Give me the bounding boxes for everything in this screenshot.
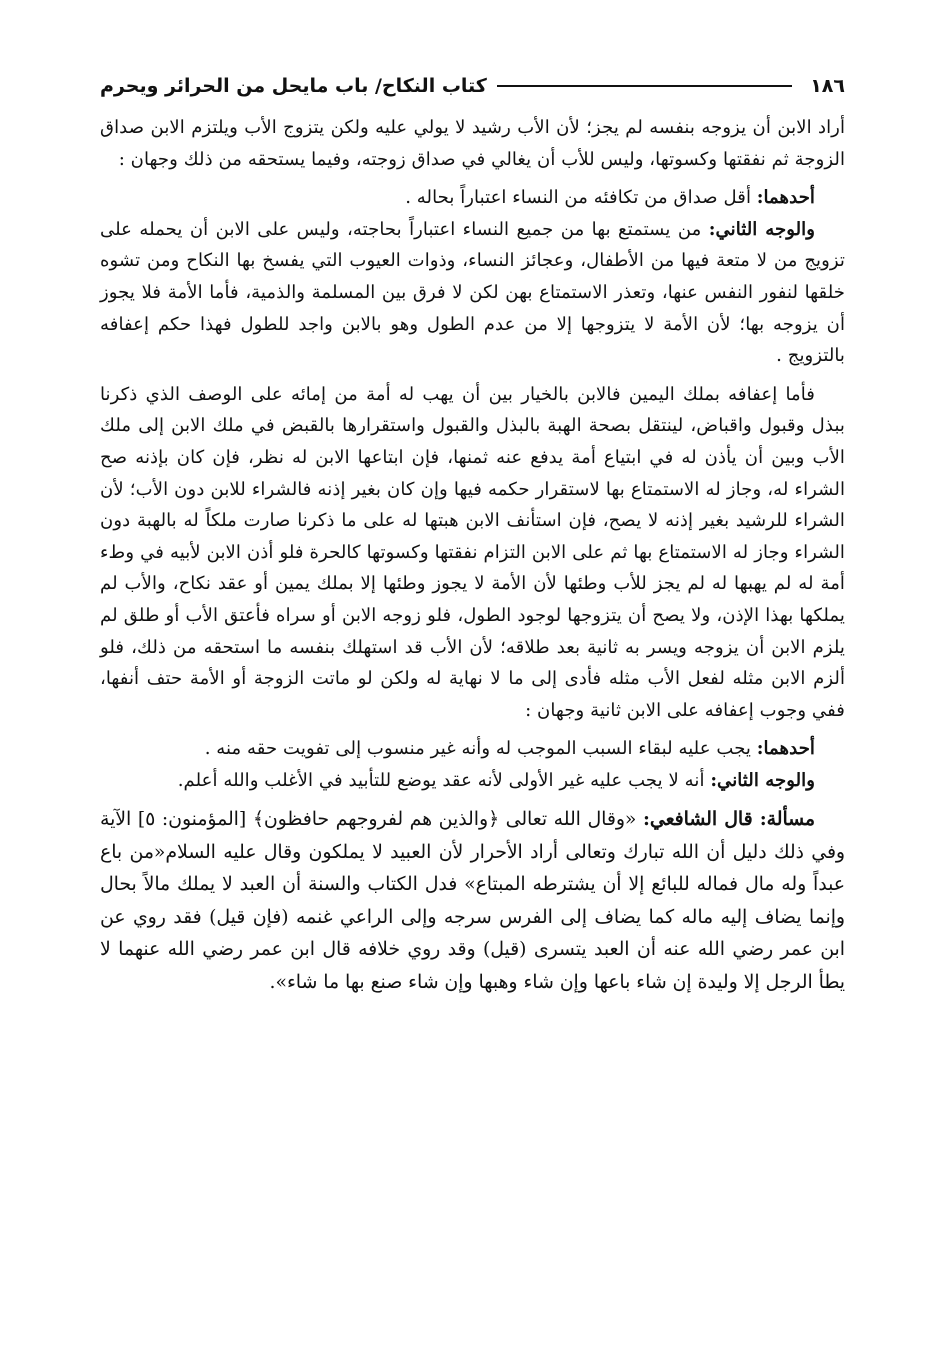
running-header xyxy=(100,68,845,104)
paragraph-3-text: من يستمتع بها من جميع النساء اعتباراً بحاجته، وليس على الابن أن يحمله على تزويج من لا متعة فيها من الأطفال، وعجائز النساء، وذوات العيوب التي يفسخ بها النكاح ومن تشوه خلقها لنفور النفس عنها، وتعذر الاستمتاع بهن لكن لا فرق بين المسلمة والذمية، فأما الأمة فلا يجوز أن يزوجه بها؛ لأن الأمة لا يتزوجها إلا من عدم الطول وهو بالابن واجد للطول فهذا حكم إعفافه بالتزويج . xyxy=(100,218,845,367)
masala-text: «وقال الله تعالى ﴿والذين هم لفروجهم حافظون﴾ [المؤمنون: ٥] الآية وفي ذلك دليل أن الله تبارك وتعالى أراد الأحرار لأن العبيد لا يملكون وقال عليه السلام«من باع عبداً وله مال فماله للبائع إلا أن يشترطه المبتاع» فدل الكتاب والسنة أن العبد لا يملك مالاً بحال وإنما يضاف إليه ماله كما يضاف إلى الفرس سرجه وإلى الراعي غنمه (فإن قيل) فقد روي عن ابن عمر رضي الله عنه أن العبد يتسرى (قيل) وقد روي خلافه قال ابن عمر رضي الله عنهما لا يطأ الرجل إلا وليدة إن شاء باعها وإن شاء وهبها وإن شاء صنع بها ما شاء». xyxy=(100,809,845,993)
term-second-view-2: والوجه الثاني: xyxy=(710,769,815,791)
paragraph-6 xyxy=(100,765,845,797)
paragraph-5 xyxy=(100,733,845,765)
paragraph-4: فأما إعفافه بملك اليمين فالابن بالخيار بين أن يهب له أمة من إمائه على الوصف الذي ذكرنا ببذل وقبول واقباض، لينتقل بصحة الهبة بالبذل والقبول واستقرارها بالقبض في ملك الابن إلى ملك الأب وبين أن يأذن له في ابتياع أمة يدفع عنه ثمنها، فإن ابتاعها الابن له نظر، فإن كان بإذنه صح الشراء له، وجاز له الاستمتاع بها لاستقرار حكمه فيها وإن كان بغير إذنه فالشراء للابن دون الأب؛ لأن الشراء للرشيد بغير إذنه لا يصح، فإن استأنف الابن هبتها له على ما ذكرنا صارت ملكاً له بالهبة دون الشراء وجاز له الاستمتاع بها ثم على الابن التزام نفقتها وكسوتها كالحرة فلو أذن الابن لأبيه في وطء أمة له لم يهبها له لم يجز للأب وطئها لأن الأمة لا يجوز وطئها إلا بملك يمين أو عقد نكاح، والأب لم يملكها بهذا الإذن، ولا يصح أن يتزوجها لوجود الطول، فلو زوجه الابن أو سراه فأعتق الأب أو طلق لم يلزم الابن أن يزوجه ويسر به ثانية بعد طلاقه؛ لأن الأب قد استهلك بنفسه ما استحقه من ذلك، فلو ألزم الابن مثله لفعل الأب مثله فأدى إلى ما لا نهاية له ولكن لو ماتت الزوجة أو الأمة حتف أنفها، ففي وجوب إعفافه على الابن ثانية وجهان : xyxy=(100,383,845,721)
term-first-view-2: أحدهما: xyxy=(756,738,815,760)
header-rule xyxy=(497,85,792,87)
paragraph-5-text: يجب عليه لبقاء السبب الموجب له وأنه غير منسوب إلى تفويت حقه منه . xyxy=(204,738,757,760)
paragraph-3 xyxy=(100,214,845,372)
term-second-view: والوجه الثاني: xyxy=(708,218,815,240)
paragraph-2-text: أقل صداق من تكافئه من النساء اعتباراً بحاله . xyxy=(405,187,757,209)
paragraph-7-masala xyxy=(100,803,845,998)
masala-heading: مسألة: قال الشافعي: xyxy=(643,808,815,831)
page xyxy=(100,68,845,999)
paragraph-6-text: أنه لا يجب عليه غير الأولى لأنه عقد يوضع للتأبيد في الأغلب والله أعلم. xyxy=(177,769,711,791)
paragraph-2 xyxy=(100,182,845,214)
paragraph-1: أراد الابن أن يزوجه بنفسه لم يجز؛ لأن الأب رشيد لا يولي عليه ولكن يتزوج الأب ويلتزم الابن صداق الزوجة ثم نفقتها وكسوتها، وليس للأب أن يغالي في صداق زوجته، وفيما يستحقه من ذلك وجهان : xyxy=(100,117,845,170)
page-number: ١٨٦ xyxy=(810,75,845,97)
chapter-title: كتاب النكاح/ باب مايحل من الحرائر ويحرم xyxy=(100,75,487,97)
term-first-view: أحدهما: xyxy=(756,187,815,209)
page-body xyxy=(100,112,845,999)
